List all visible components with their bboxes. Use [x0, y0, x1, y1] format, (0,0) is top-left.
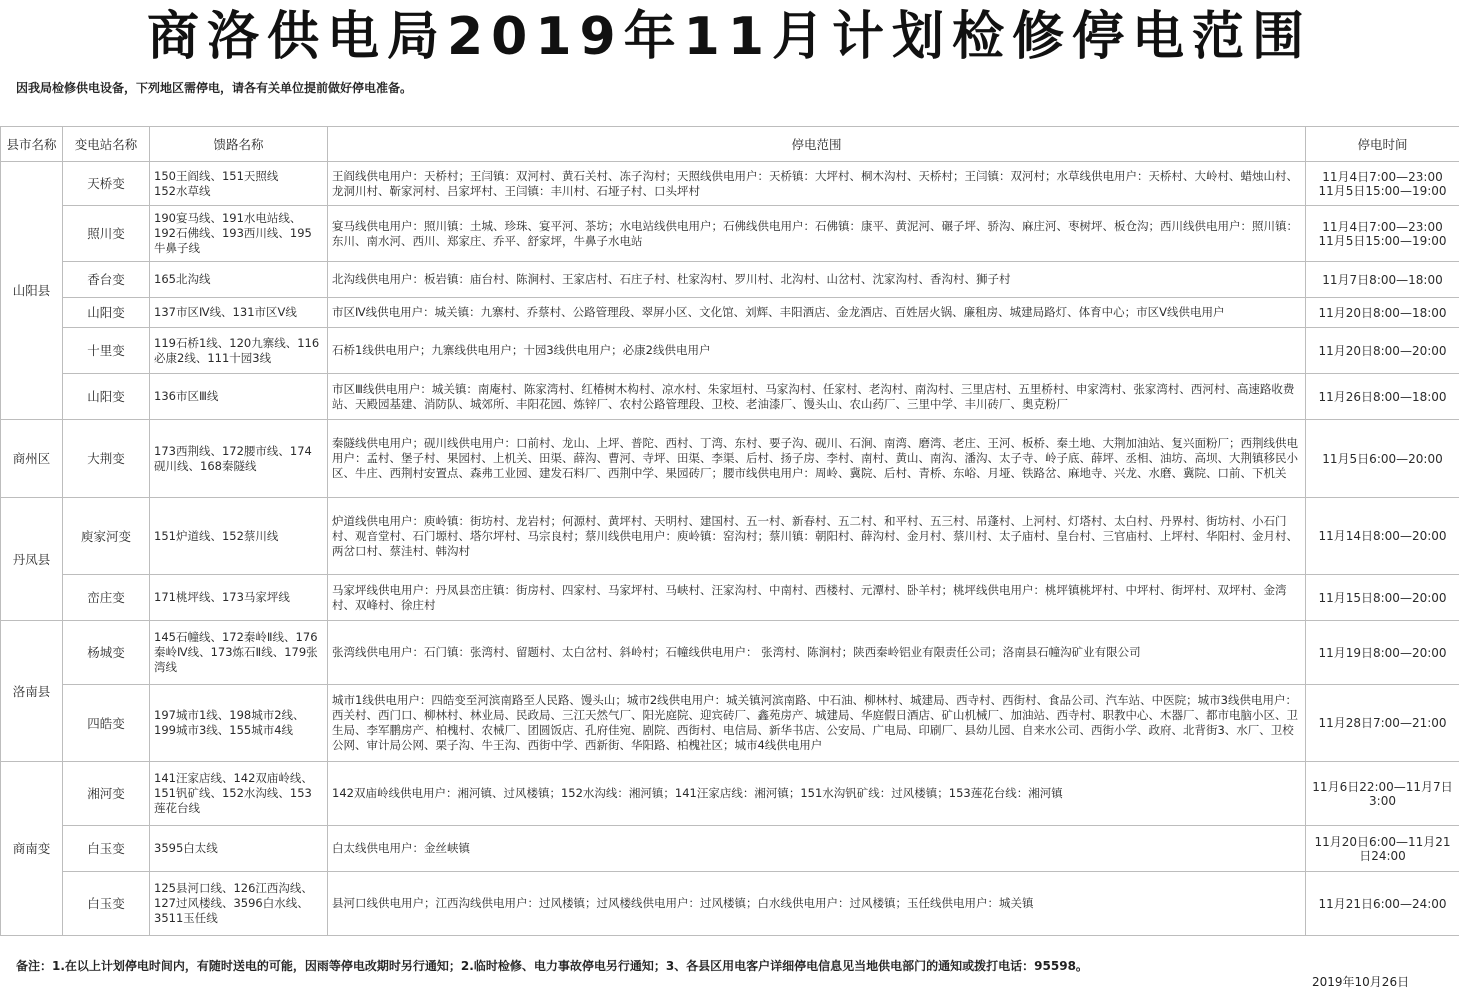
feeder-cell: 171桃坪线、173马家坪线 [150, 575, 328, 621]
feeder-cell: 136市区Ⅲ线 [150, 374, 328, 420]
outage-table [0, 126, 1459, 936]
station-cell: 天桥变 [63, 162, 150, 206]
scope-cell: 马家坪线供电用户：丹凤县峦庄镇：街房村、四家村、马家坪村、马峡村、汪家沟村、中南村、西楼村、元潭村、卧羊村；桃坪线供电用户：桃坪镇桃坪村、中坪村、街坪村、双坪村、金湾村、双峰村、徐庄村 [328, 575, 1306, 621]
station-cell: 白玉变 [63, 826, 150, 872]
feeder-cell: 145石幢线、172秦岭Ⅱ线、176秦岭Ⅳ线、173炼石Ⅱ线、179张湾线 [150, 621, 328, 685]
station-cell: 大荆变 [63, 420, 150, 498]
county-cell: 洛南县 [1, 621, 63, 762]
feeder-cell: 125县河口线、126江西沟线、127过风楼线、3596白水线、3511玉任线 [150, 872, 328, 936]
table-row [1, 206, 1459, 262]
table-row [1, 374, 1459, 420]
scope-cell: 市区Ⅲ线供电用户：城关镇：南庵村、陈家湾村、红椿树木构村、凉水村、朱家垣村、马家沟村、任家村、老沟村、南沟村、三里店村、五里桥村、申家湾村、张家湾村、西河村、高速路收费站、天殿园基建、消防队、城郊所、丰阳花园、炼锌厂、农村公路管理段、卫校、老油漆厂、馒头山、农山药厂、三里中学、丰川砖厂、奥克粉厂 [328, 374, 1306, 420]
time-cell: 11月14日8:00—20:00 [1306, 498, 1459, 575]
station-cell: 十里变 [63, 328, 150, 374]
table-row [1, 298, 1459, 328]
header-county: 县市名称 [1, 127, 63, 162]
table-row [1, 328, 1459, 374]
header-station: 变电站名称 [63, 127, 150, 162]
scope-cell: 北沟线供电用户：板岩镇：庙台村、陈涧村、王家店村、石庄子村、杜家沟村、罗川村、北沟村、山岔村、沈家沟村、香沟村、狮子村 [328, 262, 1306, 298]
table-row [1, 762, 1459, 826]
time-cell: 11月5日6:00—20:00 [1306, 420, 1459, 498]
header-time: 停电时间 [1306, 127, 1459, 162]
page-title: 商洛供电局2019年11月计划检修停电范围 [0, 2, 1459, 72]
feeder-cell: 119石桥1线、120九寨线、116必康2线、111十园3线 [150, 328, 328, 374]
station-cell: 山阳变 [63, 374, 150, 420]
scope-cell: 白太线供电用户：金丝峡镇 [328, 826, 1306, 872]
station-cell: 山阳变 [63, 298, 150, 328]
feeder-cell: 141汪家店线、142双庙岭线、151钒矿线、152水沟线、153莲花台线 [150, 762, 328, 826]
header-feeder: 馈路名称 [150, 127, 328, 162]
scope-cell: 城市1线供电用户：四皓变至河滨南路至人民路、馒头山；城市2线供电用户：城关镇河滨南路、中石油、柳林村、城建局、西寺村、西街村、食品公司、汽车站、中医院；城市3线供电用户：西关村、西门口、柳林村、林业局、民政局、三江天然气厂、阳光庭院、迎宾砖厂、鑫苑房产、城建局、华庭假日酒店、矿山机械厂、加油站、西寺村、职教中心、木器厂、都市电脑小区、卫生局、李军鹏房产、柏槐村、农械厂、团圆饭店、孔府佳宛、剧院、西街村、电信局、新华书店、公安局、广电局、印刷厂、县幼儿园、自来水公司、西街小学、政府、北背街3、水厂、卫校公网、审计局公网、栗子沟、牛王沟、西街中学、西新街、华阳路、柏槐社区；城市4线供电用户 [328, 685, 1306, 762]
time-cell: 11月6日22:00—11月7日3:00 [1306, 762, 1459, 826]
feeder-cell: 197城市1线、198城市2线、199城市3线、155城市4线 [150, 685, 328, 762]
feeder-cell: 173西荆线、172腰市线、174砚川线、168秦隧线 [150, 420, 328, 498]
table-row [1, 872, 1459, 936]
scope-cell: 县河口线供电用户；江西沟线供电用户：过风楼镇；过风楼线供电用户：过风楼镇；白水线供电用户：过风楼镇；玉任线供电用户：城关镇 [328, 872, 1306, 936]
feeder-cell: 150王阎线、151天照线 152水草线 [150, 162, 328, 206]
feeder-cell: 151炉道线、152蔡川线 [150, 498, 328, 575]
time-cell: 11月20日8:00—20:00 [1306, 328, 1459, 374]
feeder-cell: 137市区Ⅳ线、131市区Ⅴ线 [150, 298, 328, 328]
intro-notice: 因我局检修供电设备，下列地区需停电，请各有关单位提前做好停电准备。 [16, 79, 412, 96]
county-cell: 山阳县 [1, 162, 63, 420]
station-cell: 照川变 [63, 206, 150, 262]
time-cell: 11月4日7:00—23:00 11月5日15:00—19:00 [1306, 162, 1459, 206]
scope-cell: 宴马线供电用户：照川镇：土城、珍珠、宴平河、茶坊；水电站线供电用户；石佛线供电用户：石佛镇：康平、黄泥河、碾子坪、骄沟、麻庄河、枣树坪、板仓沟；西川线供电用户：照川镇：东川、南水河、西川、郑家庄、乔平、舒家坪，牛鼻子水电站 [328, 206, 1306, 262]
station-cell: 白玉变 [63, 872, 150, 936]
time-cell: 11月7日8:00—18:00 [1306, 262, 1459, 298]
station-cell: 庾家河变 [63, 498, 150, 575]
table-row [1, 685, 1459, 762]
feeder-cell: 3595白太线 [150, 826, 328, 872]
scope-cell: 炉道线供电用户：庾岭镇：街坊村、龙岩村；何源村、黄坪村、天明村、建国村、五一村、新春村、五二村、和平村、五三村、吊蓬村、上河村、灯塔村、太白村、丹界村、街坊村、小石门村、观音堂村、石门塬村、塔尔坪村、马宗良村；蔡川线供电用户：庾岭镇：窑沟村；蔡川镇：朝阳村、薛沟村、金月村、蔡川村、太子庙村、皇台村、三官庙村、上坪村、华阳村、金月村、两岔口村、蔡洼村、韩沟村 [328, 498, 1306, 575]
station-cell: 峦庄变 [63, 575, 150, 621]
remarks-note: 备注：1.在以上计划停电时间内，有随时送电的可能，因雨等停电改期时另行通知；2.临时检修、电力事故停电另行通知；3、各县区用电客户详细停电信息见当地供电部门的通知或拨打电话：95598。 [16, 957, 1088, 974]
time-cell: 11月26日8:00—18:00 [1306, 374, 1459, 420]
table-row [1, 826, 1459, 872]
time-cell: 11月20日8:00—18:00 [1306, 298, 1459, 328]
scope-cell: 王阎线供电用户：天桥村；王闫镇：双河村、黄石关村、冻子沟村；天照线供电用户：天桥镇：大坪村、桐木沟村、天桥村；王闫镇：双河村；水草线供电用户：天桥村、大岭村、蜡烛山村、龙洞川村、靳家河村、吕家坪村、王闫镇：丰川村、石垭子村、口头坪村 [328, 162, 1306, 206]
time-cell: 11月20日6:00—11月21日24:00 [1306, 826, 1459, 872]
header-scope: 停电范围 [328, 127, 1306, 162]
feeder-cell: 165北沟线 [150, 262, 328, 298]
table-header-row [1, 127, 1459, 162]
feeder-cell: 190宴马线、191水电站线、192石佛线、193西川线、195牛鼻子线 [150, 206, 328, 262]
table-row [1, 262, 1459, 298]
scope-cell: 市区Ⅳ线供电用户：城关镇：九寨村、乔蔡村、公路管理段、翠屏小区、文化馆、刘辉、丰阳酒店、金龙酒店、百姓居火锅、廉租房、城建局路灯、体育中心；市区Ⅴ线供电用户 [328, 298, 1306, 328]
table-row [1, 498, 1459, 575]
time-cell: 11月15日8:00—20:00 [1306, 575, 1459, 621]
time-cell: 11月28日7:00—21:00 [1306, 685, 1459, 762]
time-cell: 11月4日7:00—23:00 11月5日15:00—19:00 [1306, 206, 1459, 262]
scope-cell: 石桥1线供电用户；九寨线供电用户；十园3线供电用户；必康2线供电用户 [328, 328, 1306, 374]
station-cell: 四皓变 [63, 685, 150, 762]
scope-cell: 秦隧线供电用户；砚川线供电用户：口前村、龙山、上坪、普陀、西村、丁湾、东村、要子沟、砚川、石涧、南湾、磨湾、老庄、王河、板桥、秦土地、大荆加油站、复兴面粉厂；西荆线供电用户：孟村、堡子村、果园村、上机关、田渠、薛沟、曹河、寺坪、田渠、李渠、后村、扬子房、李村、南村、黄山、南沟、潘沟、太子寺、岭子底、薛坪、丞相、油坊、高坝、大荆镇移民小区、牛庄、西荆村安置点、森弗工业园、建发石料厂、西荆中学、果园砖厂；腰市线供电用户：周岭、冀院、后村、青桥、东峪、月垭、铁路岔、麻地寺、兴龙、水磨、冀院、口前、下机关 [328, 420, 1306, 498]
station-cell: 香台变 [63, 262, 150, 298]
station-cell: 湘河变 [63, 762, 150, 826]
scope-cell: 张湾线供电用户：石门镇：张湾村、留题村、太白岔村、斜岭村；石幢线供电用户： 张湾村、陈涧村；陕西秦岭铝业有限责任公司；洛南县石幢沟矿业有限公司 [328, 621, 1306, 685]
scope-cell: 142双庙岭线供电用户：湘河镇、过风楼镇；152水沟线：湘河镇；141汪家店线：湘河镇；151水沟钒矿线：过风楼镇；153莲花台线：湘河镇 [328, 762, 1306, 826]
station-cell: 杨城变 [63, 621, 150, 685]
county-cell: 商南变 [1, 762, 63, 936]
table-row [1, 621, 1459, 685]
county-cell: 商州区 [1, 420, 63, 498]
county-cell: 丹凤县 [1, 498, 63, 621]
time-cell: 11月19日8:00—20:00 [1306, 621, 1459, 685]
table-row [1, 162, 1459, 206]
time-cell: 11月21日6:00—24:00 [1306, 872, 1459, 936]
issue-date: 2019年10月26日 [1312, 973, 1409, 990]
table-row [1, 420, 1459, 498]
table-row [1, 575, 1459, 621]
